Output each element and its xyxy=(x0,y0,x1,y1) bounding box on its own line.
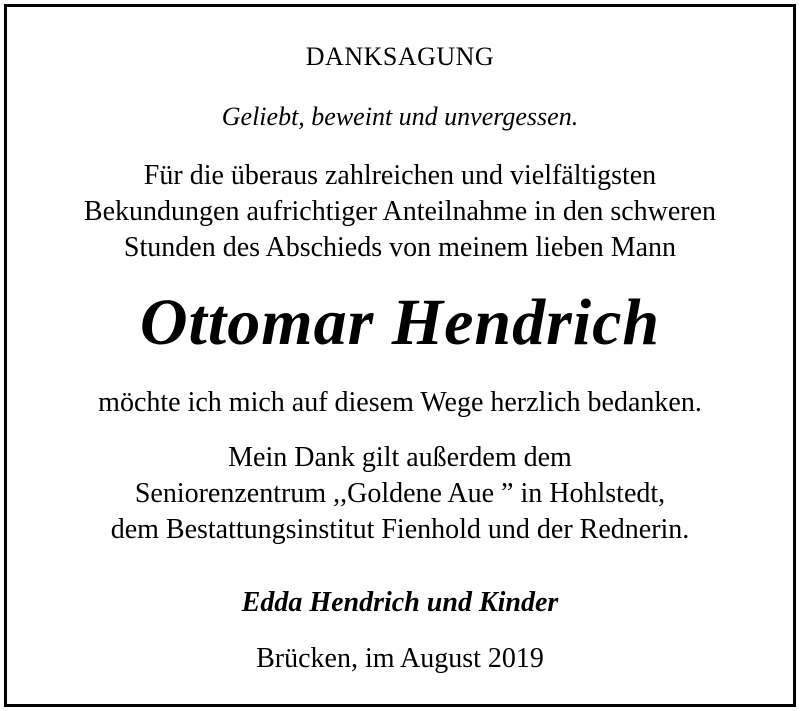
intro-line: Für die überaus zahlreichen und vielfältigsten xyxy=(143,160,657,191)
thanks-line: möchte ich mich auf diesem Wege herzlich bedanken. xyxy=(98,387,702,418)
signature: Edda Hendrich und Kinder xyxy=(241,587,559,618)
extra-thanks-line: Seniorenzentrum ,,Goldene Aue ” in Hohlstedt, xyxy=(134,478,666,509)
extra-thanks-line: dem Bestattungsinstitut Fienhold und der Rednerin. xyxy=(110,514,690,545)
notice-heading: DANKSAGUNG xyxy=(305,42,495,71)
intro-line: Stunden des Abschieds von meinem lieben Mann xyxy=(123,232,677,263)
extra-thanks-line: Mein Dank gilt außerdem dem xyxy=(228,442,572,473)
deceased-name: Ottomar Hendrich xyxy=(139,286,661,359)
notice-motto: Geliebt, beweint und unvergessen. xyxy=(221,102,579,131)
place-date: Brücken, im August 2019 xyxy=(256,643,544,674)
intro-line: Bekundungen aufrichtiger Anteilnahme in den schweren xyxy=(83,196,717,227)
